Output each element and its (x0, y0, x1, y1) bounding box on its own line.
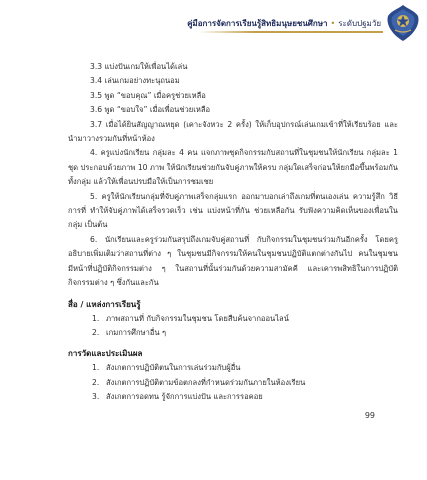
media-heading: สื่อ / แหล่งการเรียนรู้ (68, 299, 141, 309)
page-header (0, 0, 427, 44)
header-separator: • (330, 19, 336, 28)
page-content (68, 60, 398, 405)
activity-step-4: 4. ครูแบ่งนักเรียน กลุ่มละ 4 คน แจกภาพชุดกิจกรรมกับสถานที่ในชุมชนให้นักเรียน กลุ่มละ 1 ชุด ประกอบด้วยภาพ 10 ภาพ ให้นักเรียนช่วยกันจับคู่ภาพให้ครบ กลุ่มใดเสร็จก่อนให้ยกมือขึ้นพร้อมกันทั้งกลุ่ม แล้วให้เพื่อนปรบมือให้เป็นการชมเชย (68, 148, 398, 187)
sub-step-3-5: 3.5 พูด “ขอบคุณ” เมื่อครูช่วยเหลือ (90, 90, 206, 100)
header-rule (198, 31, 383, 33)
list-item (68, 390, 398, 404)
list-item (68, 312, 398, 326)
list-number: 2. (92, 327, 100, 337)
activity-step-6: 6. นักเรียนและครูร่วมกันสรุปถึงเกมจับคู่สถานที่ กับกิจกรรมในชุมชนร่วมกันอีกครั้ง โดยครูอธิบายเพิ่มเติมว่าสถานที่ต่าง ๆ ในชุมชนมีกิจกรรมให้คนในชุมชนปฏิบัติแตกต่างกันไป คนในชุมชนมีหน้าที่ปฏิบัติกิจกรรมต่าง ๆ ในสถานที่นั้นร่วมกันด้วยความสามัคคี และเคารพสิทธิในการปฏิบัติกิจกรรมต่าง ๆ ซึ่งกันและกัน (68, 234, 398, 288)
sub-step-3-6: 3.6 พูด “ขอบใจ” เมื่อเพื่อนช่วยเหลือ (90, 105, 211, 115)
list-number: 2. (92, 377, 100, 387)
document-title: คู่มือการจัดการเรียนรู้สิทธิมนุษยชนศึกษา (187, 19, 328, 28)
sub-step-3-3: 3.3 แบ่งปันเกมให้เพื่อนได้เล่น (90, 62, 188, 71)
list-number: 1. (92, 313, 100, 323)
list-number: 3. (92, 392, 100, 402)
list-text: ภาพสถานที่ กับกิจกรรมในชุมชน โดยสืบค้นจากออนไลน์ (106, 313, 289, 323)
header-title (187, 17, 381, 30)
document-subtitle: ระดับปฐมวัย (338, 19, 381, 28)
list-item (68, 361, 398, 375)
activity-step-5: 5. ครูให้นักเรียนกลุ่มที่จับคู่ภาพเสร็จกลุ่มแรก ออกมาบอกเล่าถึงเกมที่ตนเองเล่น ความรู้สึก วิธีการที่ ทำให้จับคู่ภาพได้เสร็จรวดเร็ว เช่น แบ่งหน้าที่กัน ช่วยเหลือกัน รับฟังความคิดเห็นของเพื่อนในกลุ่ม เป็นต้น (68, 191, 398, 230)
list-text: สังเกตการอดทน รู้จักการแบ่งปัน และการรอคอย (106, 392, 263, 402)
sub-step-3-4: 3.4 เล่นเกมอย่างทะนุถนอม (90, 76, 180, 86)
list-text: เกมการศึกษาอื่น ๆ (106, 327, 167, 337)
page-number: 99 (364, 411, 375, 420)
list-number: 1. (92, 363, 100, 373)
organization-emblem-icon (385, 3, 421, 43)
list-item (68, 376, 398, 390)
sub-step-3-7: 3.7 เมื่อได้ยินสัญญาณหยุด (เคาะจังหวะ 2 ครั้ง) ให้เก็บอุปกรณ์เล่นเกมเข้าที่ให้เรียบร้อย และนำมาวางรวมกันที่หน้าห้อง (68, 119, 398, 144)
list-text: สังเกตการปฏิบัติตนในการเล่นร่วมกับผู้อื่น (106, 363, 241, 373)
assessment-heading: การวัดและประเมินผล (68, 349, 143, 359)
list-item (68, 326, 398, 340)
list-text: สังเกตการปฏิบัติตามข้อตกลงที่กำหนดร่วมกันภายในห้องเรียน (106, 377, 306, 387)
